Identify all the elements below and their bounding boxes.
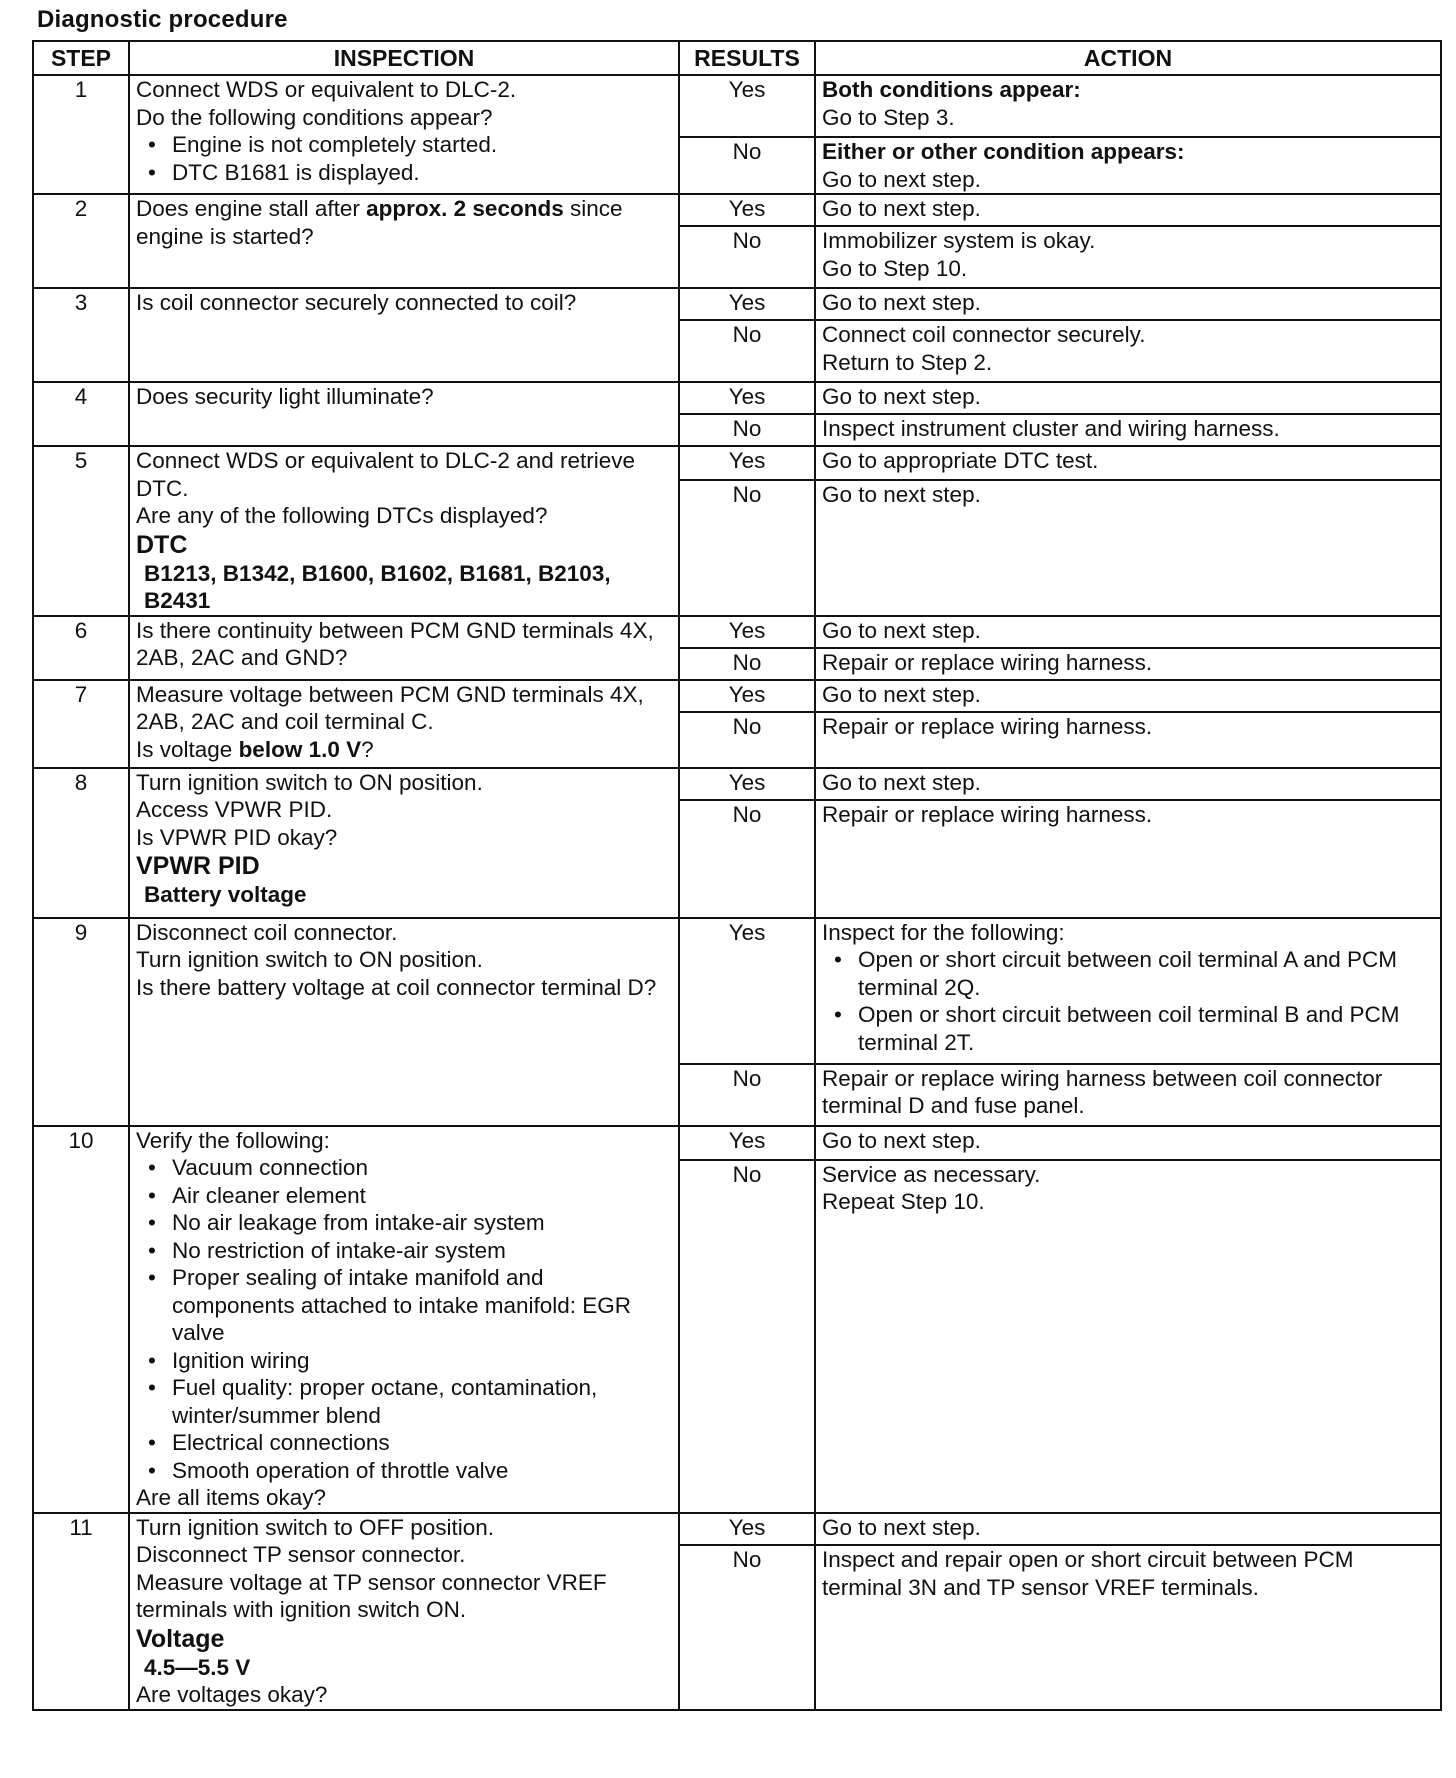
result-yes: Yes bbox=[679, 446, 815, 480]
inspection-text: Turn ignition switch to ON position. bbox=[136, 947, 483, 972]
bullet-item: • No air leakage from intake-air system bbox=[172, 1209, 672, 1237]
inspection-emphasis: below 1.0 V bbox=[238, 736, 362, 762]
bullet-item: • Fuel quality: proper octane, contamination, winter/summer blend bbox=[172, 1374, 672, 1429]
table-row bbox=[33, 194, 1441, 226]
action-text: Inspect for the following: bbox=[822, 919, 1065, 945]
action-cell: Go to next step. bbox=[815, 768, 1441, 800]
inspection-text: Does engine stall after bbox=[136, 196, 367, 221]
action-cell: Go to next step. bbox=[815, 1513, 1441, 1546]
result-yes: Yes bbox=[679, 918, 815, 1064]
inspection-cell bbox=[129, 1126, 679, 1513]
action-cell: Go to next step. bbox=[815, 194, 1441, 226]
action-bullets bbox=[822, 946, 1434, 1056]
bullet-item: • Electrical connections bbox=[172, 1429, 672, 1457]
bullet-item: • Open or short circuit between coil terminal A and PCM terminal 2Q. bbox=[858, 946, 1434, 1001]
inspection-cell bbox=[129, 446, 679, 616]
action-text: Go to Step 10. bbox=[822, 255, 968, 281]
action-text: Immobilizer system is okay. bbox=[822, 228, 1096, 253]
result-yes: Yes bbox=[679, 75, 815, 137]
inspection-text: Are all items okay? bbox=[136, 1485, 327, 1510]
result-no: No bbox=[679, 800, 815, 918]
table-row bbox=[33, 75, 1441, 137]
inspection-bullets bbox=[136, 1154, 672, 1484]
spec-heading: Voltage bbox=[136, 1624, 225, 1653]
table-row bbox=[33, 768, 1441, 800]
action-cell: Go to next step. bbox=[815, 616, 1441, 648]
header-row bbox=[33, 41, 1441, 75]
action-cell: Go to next step. bbox=[815, 680, 1441, 712]
action-cell bbox=[815, 137, 1441, 194]
inspection-text: Is voltage bbox=[136, 736, 239, 762]
action-condition: Either or other condition appears: bbox=[822, 139, 1185, 164]
inspection-text: Connect WDS or equivalent to DLC-2. bbox=[136, 77, 517, 102]
result-no: No bbox=[679, 1160, 815, 1513]
step-number: 3 bbox=[33, 288, 129, 382]
action-cell bbox=[815, 918, 1441, 1064]
spec-value: B1213, B1342, B1600, B1602, B1681, B2103, B2431 bbox=[144, 560, 611, 613]
inspection-cell bbox=[129, 75, 679, 194]
result-yes: Yes bbox=[679, 1513, 815, 1546]
action-cell bbox=[815, 320, 1441, 382]
spec-heading: DTC bbox=[136, 530, 188, 559]
inspection-cell: Is there continuity between PCM GND terminals 4X, 2AB, 2AC and GND? bbox=[129, 616, 679, 680]
spec-value: 4.5—5.5 V bbox=[144, 1654, 251, 1680]
step-number: 6 bbox=[33, 616, 129, 680]
action-cell: Go to next step. bbox=[815, 382, 1441, 414]
table-row bbox=[33, 1513, 1441, 1546]
inspection-cell: Does security light illuminate? bbox=[129, 382, 679, 446]
action-cell: Inspect instrument cluster and wiring harness. bbox=[815, 414, 1441, 446]
bullet-item: • Ignition wiring bbox=[172, 1347, 672, 1375]
inspection-text: Disconnect coil connector. bbox=[136, 919, 398, 945]
result-no: No bbox=[679, 480, 815, 616]
action-cell: Repair or replace wiring harness. bbox=[815, 648, 1441, 680]
result-yes: Yes bbox=[679, 382, 815, 414]
header-results: RESULTS bbox=[679, 41, 815, 75]
inspection-text: Measure voltage between PCM GND terminals 4X, 2AB, 2AC and coil terminal C. bbox=[136, 681, 644, 734]
result-yes: Yes bbox=[679, 680, 815, 712]
bullet-item: • No restriction of intake-air system bbox=[172, 1237, 672, 1265]
step-number: 11 bbox=[33, 1513, 129, 1710]
result-no: No bbox=[679, 1064, 815, 1126]
inspection-text: Turn ignition switch to ON position. bbox=[136, 769, 483, 795]
header-step: STEP bbox=[33, 41, 129, 75]
result-yes: Yes bbox=[679, 288, 815, 320]
result-yes: Yes bbox=[679, 1126, 815, 1160]
inspection-bullets bbox=[136, 131, 672, 186]
step-number: 4 bbox=[33, 382, 129, 446]
diagnostic-table bbox=[32, 40, 1442, 1711]
step-number: 9 bbox=[33, 918, 129, 1126]
action-text: Connect coil connector securely. bbox=[822, 322, 1146, 347]
table-row bbox=[33, 616, 1441, 648]
inspection-text: Connect WDS or equivalent to DLC-2 and retrieve DTC. bbox=[136, 448, 635, 501]
step-number: 1 bbox=[33, 75, 129, 194]
inspection-cell bbox=[129, 194, 679, 288]
action-text: Service as necessary. bbox=[822, 1161, 1041, 1187]
page-title: Diagnostic procedure bbox=[37, 6, 288, 33]
inspection-text: Access VPWR PID. bbox=[136, 797, 333, 822]
table-row bbox=[33, 446, 1441, 480]
inspection-cell: Is coil connector securely connected to coil? bbox=[129, 288, 679, 382]
action-cell: Go to next step. bbox=[815, 480, 1441, 616]
bullet-item: • Smooth operation of throttle valve bbox=[172, 1457, 672, 1485]
inspection-text: Turn ignition switch to OFF position. bbox=[136, 1514, 495, 1540]
result-yes: Yes bbox=[679, 194, 815, 226]
header-action: ACTION bbox=[815, 41, 1441, 75]
table-row bbox=[33, 1126, 1441, 1160]
action-condition: Both conditions appear: bbox=[822, 77, 1081, 102]
action-cell bbox=[815, 75, 1441, 137]
step-number: 7 bbox=[33, 680, 129, 768]
table-row bbox=[33, 680, 1441, 712]
action-cell: Go to next step. bbox=[815, 1126, 1441, 1160]
spec-heading: VPWR PID bbox=[136, 852, 260, 880]
action-cell: Repair or replace wiring harness. bbox=[815, 712, 1441, 768]
action-text: Go to Step 3. bbox=[822, 104, 955, 130]
bullet-item: • Vacuum connection bbox=[172, 1154, 672, 1182]
result-no: No bbox=[679, 1545, 815, 1709]
result-no: No bbox=[679, 414, 815, 446]
action-text: Go to next step. bbox=[822, 166, 981, 192]
action-text: Return to Step 2. bbox=[822, 349, 993, 375]
action-cell bbox=[815, 226, 1441, 288]
result-no: No bbox=[679, 712, 815, 768]
bullet-item: • Open or short circuit between coil terminal B and PCM terminal 2T. bbox=[858, 1001, 1434, 1056]
action-cell bbox=[815, 1160, 1441, 1513]
table-row bbox=[33, 918, 1441, 1064]
action-cell: Go to appropriate DTC test. bbox=[815, 446, 1441, 480]
inspection-text: ? bbox=[361, 736, 374, 762]
inspection-text: Are voltages okay? bbox=[136, 1682, 328, 1707]
step-number: 8 bbox=[33, 768, 129, 918]
header-inspection: INSPECTION bbox=[129, 41, 679, 75]
step-number: 2 bbox=[33, 194, 129, 288]
table-row bbox=[33, 382, 1441, 414]
result-yes: Yes bbox=[679, 616, 815, 648]
inspection-text: Verify the following: bbox=[136, 1127, 330, 1153]
step-number: 5 bbox=[33, 446, 129, 616]
action-cell: Go to next step. bbox=[815, 288, 1441, 320]
result-no: No bbox=[679, 320, 815, 382]
result-no: No bbox=[679, 226, 815, 288]
bullet-item: • DTC B1681 is displayed. bbox=[172, 159, 672, 187]
inspection-cell bbox=[129, 768, 679, 918]
bullet-item: • Air cleaner element bbox=[172, 1182, 672, 1210]
step-number: 10 bbox=[33, 1126, 129, 1513]
bullet-item: • Engine is not completely started. bbox=[172, 131, 672, 159]
action-cell: Inspect and repair open or short circuit between PCM terminal 3N and TP sensor VREF terminals. bbox=[815, 1545, 1441, 1709]
inspection-cell bbox=[129, 1513, 679, 1710]
inspection-text: Measure voltage at TP sensor connector VREF terminals with ignition switch ON. bbox=[136, 1569, 607, 1622]
inspection-text: Disconnect TP sensor connector. bbox=[136, 1542, 466, 1567]
result-no: No bbox=[679, 137, 815, 194]
inspection-emphasis: approx. 2 seconds bbox=[366, 196, 564, 221]
table-row bbox=[33, 288, 1441, 320]
spec-value: Battery voltage bbox=[144, 882, 307, 907]
inspection-cell bbox=[129, 918, 679, 1126]
inspection-text: Is there battery voltage at coil connector terminal D? bbox=[136, 974, 657, 1000]
action-text: Repeat Step 10. bbox=[822, 1189, 985, 1215]
result-no: No bbox=[679, 648, 815, 680]
inspection-text: Do the following conditions appear? bbox=[136, 104, 493, 130]
action-cell: Repair or replace wiring harness. bbox=[815, 800, 1441, 918]
action-cell: Repair or replace wiring harness between coil connector terminal D and fuse panel. bbox=[815, 1064, 1441, 1126]
result-yes: Yes bbox=[679, 768, 815, 800]
inspection-cell bbox=[129, 680, 679, 768]
inspection-text: Is VPWR PID okay? bbox=[136, 824, 338, 850]
inspection-text: since engine is started? bbox=[136, 196, 623, 249]
bullet-item: • Proper sealing of intake manifold and components attached to intake manifold: EGR valve bbox=[172, 1264, 672, 1347]
inspection-text: Are any of the following DTCs displayed? bbox=[136, 503, 548, 528]
